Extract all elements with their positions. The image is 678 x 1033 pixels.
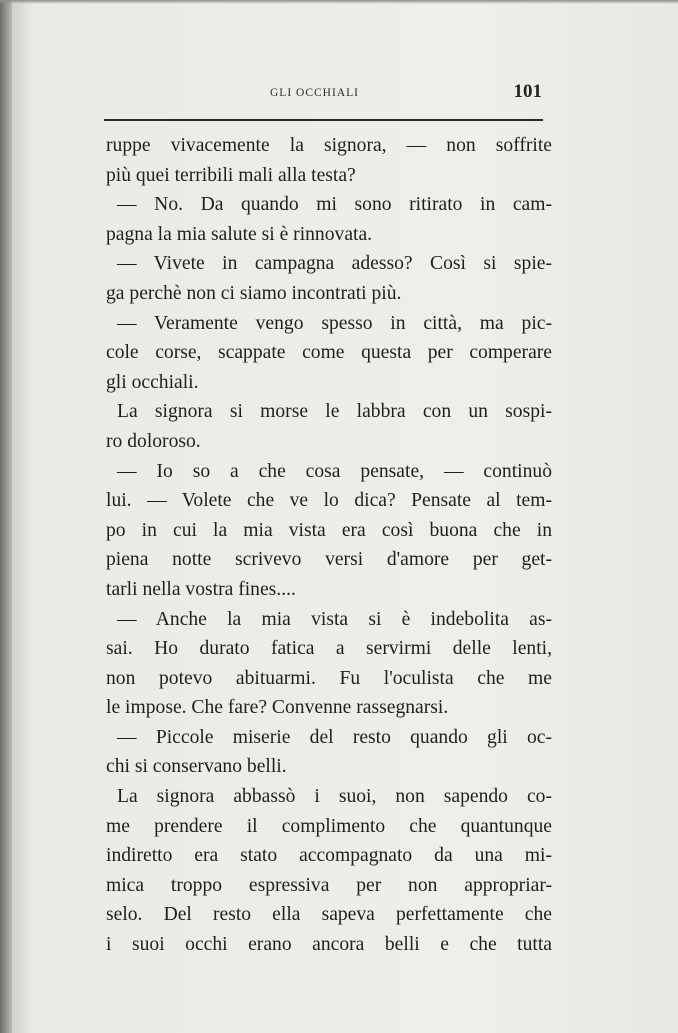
text-line: po in cui la mia vista era così buona che in <box>106 519 552 541</box>
text-line: ro doloroso. <box>106 430 201 452</box>
text-line: ga perchè non ci siamo incontrati più. <box>106 282 402 304</box>
running-title: GLI OCCHIALI <box>270 87 359 99</box>
text-line: ruppe vivacemente la signora, — non soffrite <box>106 135 552 156</box>
text-line: pagna la mia salute si è rinnovata. <box>106 223 373 245</box>
text-line: non potevo abituarmi. Fu l'oculista che me <box>106 667 552 689</box>
text-line: mica troppo espressiva per non appropriar- <box>106 874 552 896</box>
header-rule <box>104 119 543 121</box>
text-line: piena notte scrivevo versi d'amore per get- <box>106 549 552 571</box>
text-line: — Veramente vengo spesso in città, ma pic- <box>117 312 552 334</box>
text-line: La signora si morse le labbra con un sospi- <box>117 401 552 423</box>
text-line: chi si conservano belli. <box>106 756 287 778</box>
text-line: sai. Ho durato fatica a servirmi delle lenti, <box>106 638 552 660</box>
text-line: i suoi occhi erano ancora belli e che tutta <box>106 934 552 956</box>
text-line: selo. Del resto ella sapeva perfettamente che <box>106 904 552 926</box>
page-top-edge <box>0 0 678 4</box>
text-line: La signora abbassò i suoi, non sapendo co- <box>117 786 552 808</box>
text-line: — Piccole miserie del resto quando gli oc- <box>117 726 552 748</box>
page-number: 101 <box>513 81 542 102</box>
text-line: tarli nella vostra fines.... <box>106 578 296 600</box>
text-line: — Vivete in campagna adesso? Così si spie- <box>117 253 552 275</box>
page-header <box>104 80 544 106</box>
text-line: — Anche la mia vista si è indebolita as- <box>117 608 552 630</box>
text-line: cole corse, scappate come questa per comperare <box>106 342 552 364</box>
text-line: più quei terribili mali alla testa? <box>106 164 356 186</box>
text-line: le impose. Che fare? Convenne rassegnarsi. <box>106 697 449 719</box>
book-spine-shadow <box>0 0 12 1033</box>
text-line: — No. Da quando mi sono ritirato in cam- <box>117 194 552 216</box>
text-line: me prendere il complimento che quantunque <box>106 815 552 837</box>
body-text <box>106 131 552 960</box>
text-line: lui. — Volete che ve lo dica? Pensate al tem- <box>106 490 552 512</box>
text-line: indiretto era stato accompagnato da una mi- <box>106 845 552 867</box>
text-line: — Io so a che cosa pensate, — continuò <box>117 460 552 482</box>
text-line: gli occhiali. <box>106 371 199 393</box>
